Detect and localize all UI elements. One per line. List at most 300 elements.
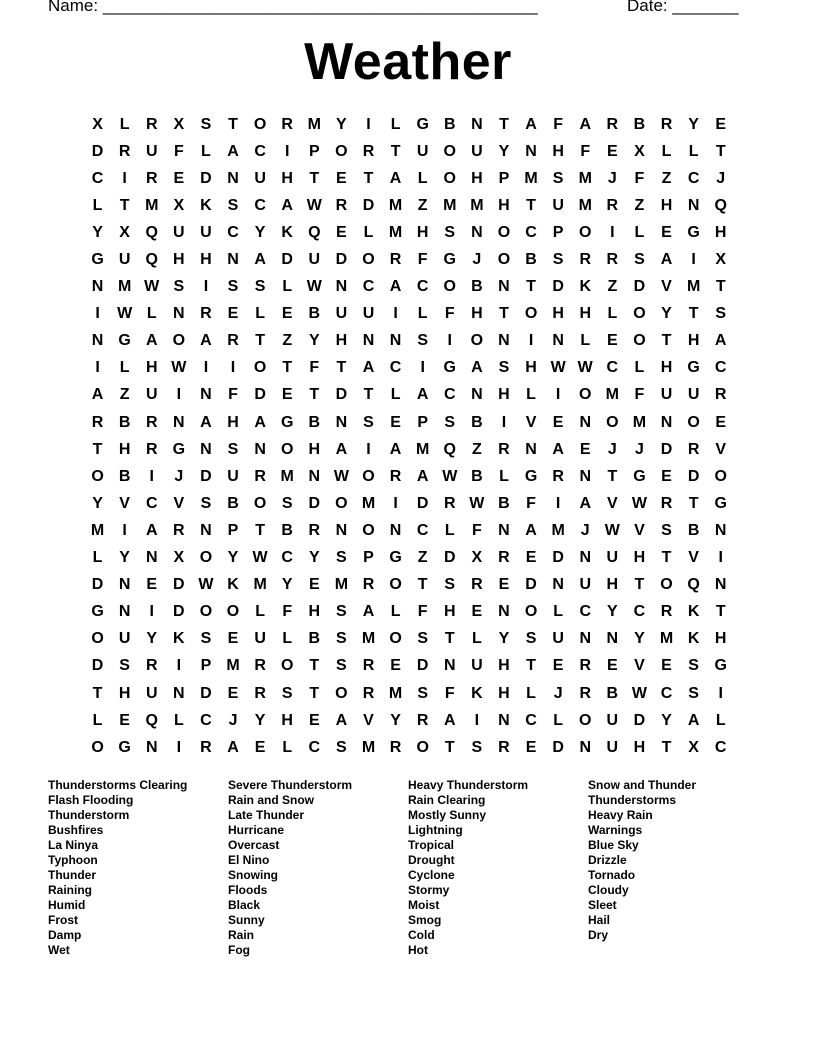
grid-letter[interactable]: V	[119, 494, 130, 512]
grid-letter[interactable]: T	[228, 115, 238, 133]
grid-letter[interactable]: S	[227, 196, 239, 214]
grid-letter[interactable]: U	[471, 142, 483, 160]
grid-letter[interactable]: Z	[119, 386, 130, 404]
grid-letter[interactable]: W	[306, 278, 322, 296]
grid-letter[interactable]: K	[281, 223, 293, 241]
grid-letter[interactable]: S	[634, 251, 645, 269]
grid-letter[interactable]: G	[91, 603, 104, 621]
grid-letter[interactable]: V	[634, 521, 645, 539]
grid-letter[interactable]: A	[145, 332, 158, 350]
grid-letter[interactable]: A	[443, 711, 456, 729]
grid-letter[interactable]: L	[499, 467, 509, 485]
grid-letter[interactable]: L	[553, 711, 564, 729]
grid-letter[interactable]: B	[281, 521, 293, 539]
grid-letter[interactable]: C	[525, 711, 537, 729]
grid-letter[interactable]: R	[145, 440, 158, 458]
grid-letter[interactable]: E	[390, 413, 401, 431]
grid-letter[interactable]: U	[687, 386, 700, 404]
grid-letter[interactable]: F	[444, 684, 455, 702]
grid-letter[interactable]: N	[579, 630, 592, 648]
grid-letter[interactable]: E	[606, 657, 618, 675]
grid-letter[interactable]: R	[308, 521, 321, 539]
grid-letter[interactable]: Y	[498, 142, 510, 160]
grid-letter[interactable]: N	[173, 305, 185, 323]
grid-letter[interactable]: J	[553, 684, 563, 702]
grid-letter[interactable]: A	[714, 332, 727, 350]
grid-letter[interactable]: L	[580, 332, 591, 350]
grid-letter[interactable]: N	[498, 603, 510, 621]
grid-letter[interactable]: O	[714, 467, 727, 485]
grid-letter[interactable]: O	[335, 142, 348, 160]
grid-letter[interactable]: O	[280, 657, 294, 675]
grid-letter[interactable]: S	[444, 576, 456, 594]
grid-letter[interactable]: D	[91, 142, 104, 160]
grid-letter[interactable]: O	[91, 738, 104, 756]
grid-letter[interactable]: B	[525, 251, 537, 269]
grid-letter[interactable]: N	[335, 413, 348, 431]
grid-letter[interactable]: Y	[92, 494, 103, 512]
grid-letter[interactable]: B	[308, 413, 321, 431]
grid-letter[interactable]: O	[606, 413, 619, 431]
grid-letter[interactable]: N	[660, 413, 673, 431]
grid-letter[interactable]: C	[687, 169, 700, 187]
grid-letter[interactable]: Y	[146, 630, 158, 648]
grid-letter[interactable]: S	[336, 630, 347, 648]
grid-letter[interactable]: G	[524, 467, 538, 485]
grid-letter[interactable]: V	[173, 494, 185, 512]
grid-letter[interactable]: D	[91, 657, 104, 675]
grid-letter[interactable]: I	[203, 359, 209, 377]
grid-letter[interactable]: H	[498, 657, 510, 675]
grid-letter[interactable]: N	[145, 738, 158, 756]
grid-letter[interactable]: T	[309, 657, 320, 675]
grid-letter[interactable]: N	[308, 467, 321, 485]
grid-letter[interactable]: H	[714, 223, 727, 241]
grid-letter[interactable]: T	[92, 684, 103, 702]
grid-letter[interactable]: U	[660, 386, 673, 404]
grid-letter[interactable]: B	[687, 521, 700, 539]
grid-letter[interactable]: U	[552, 630, 564, 648]
grid-letter[interactable]: W	[144, 278, 160, 296]
grid-letter[interactable]: A	[579, 115, 592, 133]
grid-letter[interactable]: R	[416, 711, 429, 729]
grid-letter[interactable]: N	[498, 332, 510, 350]
grid-letter[interactable]: R	[227, 332, 239, 350]
grid-letter[interactable]: R	[362, 576, 375, 594]
grid-letter[interactable]: O	[226, 603, 240, 621]
grid-letter[interactable]: E	[119, 711, 130, 729]
grid-letter[interactable]: H	[687, 332, 700, 350]
grid-letter[interactable]: X	[173, 196, 185, 214]
grid-letter[interactable]: E	[227, 630, 239, 648]
grid-letter[interactable]: R	[389, 738, 402, 756]
grid-letter[interactable]: I	[447, 332, 452, 350]
grid-letter[interactable]: S	[444, 223, 456, 241]
grid-letter[interactable]: E	[254, 738, 266, 756]
grid-letter[interactable]: O	[172, 332, 186, 350]
grid-letter[interactable]: N	[443, 657, 456, 675]
grid-letter[interactable]: O	[443, 278, 456, 296]
grid-letter[interactable]: N	[335, 521, 348, 539]
grid-letter[interactable]: F	[634, 386, 645, 404]
grid-letter[interactable]: R	[579, 684, 592, 702]
grid-letter[interactable]: R	[660, 603, 673, 621]
grid-letter[interactable]: S	[254, 278, 266, 296]
grid-letter[interactable]: O	[443, 169, 456, 187]
grid-letter[interactable]: L	[119, 115, 130, 133]
grid-letter[interactable]: K	[687, 603, 700, 621]
grid-letter[interactable]: T	[661, 549, 672, 567]
grid-letter[interactable]: H	[308, 603, 321, 621]
grid-letter[interactable]: B	[443, 115, 456, 133]
grid-letter[interactable]: A	[254, 251, 266, 269]
grid-letter[interactable]: V	[606, 494, 618, 512]
grid-letter[interactable]: N	[173, 684, 185, 702]
grid-letter[interactable]: M	[632, 413, 647, 431]
grid-letter[interactable]: G	[687, 359, 700, 377]
grid-letter[interactable]: L	[634, 359, 645, 377]
grid-letter[interactable]: B	[227, 494, 239, 512]
grid-letter[interactable]: H	[335, 332, 348, 350]
grid-letter[interactable]: X	[92, 115, 103, 133]
grid-letter[interactable]: N	[227, 251, 239, 269]
grid-letter[interactable]: O	[389, 576, 402, 594]
grid-letter[interactable]: B	[118, 467, 131, 485]
grid-letter[interactable]: K	[471, 684, 483, 702]
grid-letter[interactable]: F	[417, 603, 428, 621]
grid-letter[interactable]: S	[173, 278, 185, 296]
grid-letter[interactable]: H	[498, 684, 510, 702]
grid-letter[interactable]: F	[580, 142, 591, 160]
grid-letter[interactable]: N	[525, 440, 537, 458]
grid-letter[interactable]: I	[95, 359, 100, 377]
grid-letter[interactable]: R	[362, 684, 375, 702]
grid-letter[interactable]: R	[471, 576, 483, 594]
grid-letter[interactable]: D	[173, 603, 185, 621]
grid-letter[interactable]: O	[199, 603, 213, 621]
grid-letter[interactable]: V	[661, 278, 672, 296]
grid-letter[interactable]: L	[282, 278, 293, 296]
grid-letter[interactable]: M	[388, 223, 403, 241]
grid-letter[interactable]: W	[577, 359, 593, 377]
grid-letter[interactable]: N	[471, 115, 483, 133]
grid-letter[interactable]: T	[309, 684, 320, 702]
grid-letter[interactable]: C	[145, 494, 158, 512]
grid-letter[interactable]: S	[281, 684, 293, 702]
grid-letter[interactable]: N	[118, 603, 131, 621]
grid-letter[interactable]: L	[146, 305, 157, 323]
grid-letter[interactable]: D	[254, 386, 266, 404]
grid-letter[interactable]: R	[498, 549, 510, 567]
grid-letter[interactable]: M	[686, 278, 701, 296]
grid-letter[interactable]: Q	[714, 196, 727, 214]
grid-letter[interactable]: O	[660, 576, 673, 594]
grid-letter[interactable]: C	[714, 738, 727, 756]
grid-letter[interactable]: E	[661, 657, 672, 675]
grid-letter[interactable]: L	[715, 711, 726, 729]
grid-letter[interactable]: N	[254, 440, 266, 458]
grid-letter[interactable]: E	[336, 169, 347, 187]
grid-letter[interactable]: O	[497, 223, 511, 241]
grid-letter[interactable]: L	[255, 305, 265, 323]
grid-letter[interactable]: A	[471, 359, 483, 377]
grid-letter[interactable]: D	[633, 711, 646, 729]
grid-letter[interactable]: I	[555, 494, 561, 512]
grid-letter[interactable]: M	[117, 278, 132, 296]
grid-letter[interactable]: H	[145, 359, 158, 377]
grid-letter[interactable]: A	[416, 386, 429, 404]
grid-letter[interactable]: H	[443, 603, 456, 621]
grid-letter[interactable]: I	[555, 386, 561, 404]
grid-letter[interactable]: R	[145, 169, 158, 187]
grid-letter[interactable]: E	[227, 684, 239, 702]
grid-letter[interactable]: O	[335, 684, 348, 702]
grid-letter[interactable]: L	[607, 305, 618, 323]
grid-letter[interactable]: C	[227, 223, 239, 241]
grid-letter[interactable]: O	[362, 251, 375, 269]
grid-letter[interactable]: I	[501, 413, 507, 431]
grid-letter[interactable]: A	[200, 413, 212, 431]
grid-letter[interactable]: E	[390, 657, 401, 675]
grid-letter[interactable]: L	[390, 603, 401, 621]
grid-letter[interactable]: N	[335, 278, 348, 296]
grid-letter[interactable]: U	[145, 142, 158, 160]
grid-letter[interactable]: S	[471, 738, 483, 756]
grid-letter[interactable]: U	[579, 576, 592, 594]
grid-letter[interactable]: W	[631, 494, 647, 512]
grid-letter[interactable]: T	[499, 305, 509, 323]
grid-letter[interactable]: R	[714, 386, 727, 404]
grid-letter[interactable]: S	[552, 169, 564, 187]
grid-letter[interactable]: I	[149, 467, 154, 485]
grid-letter[interactable]: D	[660, 440, 673, 458]
grid-letter[interactable]: E	[661, 467, 672, 485]
grid-letter[interactable]: W	[117, 305, 133, 323]
grid-letter[interactable]: N	[389, 521, 402, 539]
grid-letter[interactable]: E	[308, 711, 320, 729]
grid-letter[interactable]: H	[416, 223, 429, 241]
grid-letter[interactable]: U	[335, 305, 348, 323]
grid-letter[interactable]: E	[661, 223, 672, 241]
grid-letter[interactable]: B	[471, 467, 483, 485]
grid-letter[interactable]: F	[553, 115, 564, 133]
grid-letter[interactable]: N	[389, 332, 402, 350]
grid-letter[interactable]: K	[173, 630, 185, 648]
grid-letter[interactable]: K	[227, 576, 239, 594]
grid-letter[interactable]: E	[606, 332, 618, 350]
grid-letter[interactable]: R	[606, 115, 619, 133]
grid-letter[interactable]: H	[308, 440, 321, 458]
grid-letter[interactable]: O	[633, 332, 646, 350]
grid-letter[interactable]: T	[390, 142, 401, 160]
grid-letter[interactable]: Z	[634, 196, 645, 214]
grid-letter[interactable]: U	[254, 630, 266, 648]
grid-letter[interactable]: T	[607, 467, 618, 485]
grid-letter[interactable]: O	[579, 223, 592, 241]
grid-letter[interactable]: E	[471, 603, 483, 621]
grid-letter[interactable]: J	[607, 440, 617, 458]
grid-letter[interactable]: A	[552, 440, 564, 458]
grid-letter[interactable]: S	[281, 494, 293, 512]
grid-letter[interactable]: G	[118, 332, 131, 350]
grid-letter[interactable]: W	[550, 359, 566, 377]
grid-letter[interactable]: M	[361, 494, 376, 512]
grid-letter[interactable]: T	[444, 738, 455, 756]
grid-letter[interactable]: T	[363, 169, 374, 187]
grid-letter[interactable]: H	[552, 305, 564, 323]
grid-letter[interactable]: D	[687, 467, 700, 485]
grid-letter[interactable]: J	[716, 169, 726, 187]
grid-letter[interactable]: A	[660, 251, 673, 269]
grid-letter[interactable]: N	[579, 467, 592, 485]
grid-letter[interactable]: B	[633, 115, 646, 133]
grid-letter[interactable]: U	[200, 223, 212, 241]
grid-letter[interactable]: S	[688, 657, 699, 675]
grid-letter[interactable]: E	[525, 549, 537, 567]
grid-letter[interactable]: M	[470, 196, 484, 214]
grid-letter[interactable]: C	[443, 386, 456, 404]
grid-letter[interactable]: O	[335, 494, 348, 512]
grid-letter[interactable]: L	[417, 169, 428, 187]
grid-letter[interactable]: I	[176, 386, 182, 404]
grid-letter[interactable]: R	[389, 251, 402, 269]
grid-letter[interactable]: A	[200, 332, 212, 350]
grid-letter[interactable]: E	[281, 305, 293, 323]
grid-letter[interactable]: T	[526, 657, 536, 675]
grid-letter[interactable]: S	[363, 413, 374, 431]
grid-letter[interactable]: B	[498, 494, 510, 512]
grid-letter[interactable]: Y	[661, 711, 672, 729]
grid-letter[interactable]: O	[633, 305, 646, 323]
grid-letter[interactable]: R	[606, 196, 619, 214]
grid-letter[interactable]: N	[227, 169, 239, 187]
grid-letter[interactable]: L	[471, 630, 482, 648]
grid-letter[interactable]: I	[284, 142, 290, 160]
grid-letter[interactable]: O	[362, 521, 375, 539]
grid-letter[interactable]: C	[606, 359, 619, 377]
grid-letter[interactable]: M	[145, 196, 159, 214]
grid-letter[interactable]: O	[443, 142, 456, 160]
grid-letter[interactable]: N	[91, 278, 104, 296]
grid-letter[interactable]: A	[145, 521, 158, 539]
grid-letter[interactable]: W	[604, 521, 620, 539]
grid-letter[interactable]: J	[580, 521, 590, 539]
grid-letter[interactable]: R	[200, 305, 212, 323]
grid-letter[interactable]: B	[308, 630, 321, 648]
grid-letter[interactable]: U	[118, 251, 131, 269]
grid-letter[interactable]: V	[363, 711, 374, 729]
grid-letter[interactable]: D	[200, 684, 212, 702]
grid-letter[interactable]: N	[498, 711, 510, 729]
grid-letter[interactable]: F	[444, 305, 455, 323]
grid-letter[interactable]: Y	[281, 576, 293, 594]
grid-letter[interactable]: T	[715, 278, 726, 296]
grid-letter[interactable]: E	[715, 115, 727, 133]
grid-letter[interactable]: O	[280, 440, 294, 458]
grid-letter[interactable]: A	[389, 278, 402, 296]
grid-letter[interactable]: Z	[417, 196, 428, 214]
grid-letter[interactable]: L	[390, 386, 401, 404]
grid-letter[interactable]: G	[389, 549, 402, 567]
grid-letter[interactable]: T	[526, 196, 536, 214]
grid-letter[interactable]: T	[92, 440, 103, 458]
grid-letter[interactable]: L	[526, 386, 536, 404]
grid-letter[interactable]: E	[715, 413, 727, 431]
grid-letter[interactable]: U	[606, 711, 619, 729]
grid-letter[interactable]: R	[254, 684, 266, 702]
grid-letter[interactable]: Y	[254, 223, 266, 241]
grid-letter[interactable]: S	[200, 630, 212, 648]
grid-letter[interactable]: D	[281, 251, 293, 269]
grid-letter[interactable]: R	[498, 440, 510, 458]
grid-letter[interactable]: U	[145, 684, 158, 702]
grid-letter[interactable]: L	[173, 711, 184, 729]
grid-letter[interactable]: O	[416, 738, 429, 756]
grid-letter[interactable]: S	[417, 630, 428, 648]
grid-letter[interactable]: M	[443, 196, 457, 214]
grid-letter[interactable]: I	[393, 305, 398, 323]
grid-letter[interactable]: I	[420, 359, 425, 377]
grid-letter[interactable]: V	[688, 549, 699, 567]
grid-letter[interactable]: T	[444, 630, 455, 648]
grid-letter[interactable]: R	[254, 657, 266, 675]
grid-letter[interactable]: S	[227, 278, 239, 296]
grid-letter[interactable]: W	[442, 467, 458, 485]
grid-letter[interactable]: C	[200, 711, 212, 729]
grid-letter[interactable]: S	[227, 440, 239, 458]
grid-letter[interactable]: Q	[443, 440, 456, 458]
grid-letter[interactable]: M	[578, 169, 592, 187]
grid-letter[interactable]: A	[281, 196, 293, 214]
grid-letter[interactable]: M	[361, 630, 376, 648]
grid-letter[interactable]: F	[417, 251, 428, 269]
grid-letter[interactable]: N	[118, 576, 131, 594]
grid-letter[interactable]: N	[200, 440, 212, 458]
grid-letter[interactable]: O	[497, 251, 511, 269]
grid-letter[interactable]: M	[388, 196, 403, 214]
grid-letter[interactable]: A	[389, 169, 402, 187]
grid-letter[interactable]: Y	[92, 223, 103, 241]
grid-letter[interactable]: Z	[417, 549, 428, 567]
grid-letter[interactable]: S	[336, 738, 347, 756]
grid-letter[interactable]: C	[633, 603, 646, 621]
grid-letter[interactable]: R	[443, 494, 456, 512]
grid-letter[interactable]: U	[254, 169, 266, 187]
grid-letter[interactable]: W	[306, 196, 322, 214]
grid-letter[interactable]: O	[524, 305, 538, 323]
grid-letter[interactable]: O	[362, 467, 375, 485]
grid-letter[interactable]: I	[122, 169, 127, 187]
grid-letter[interactable]: B	[308, 305, 321, 323]
grid-letter[interactable]: R	[362, 657, 375, 675]
grid-letter[interactable]: S	[336, 657, 347, 675]
grid-letter[interactable]: G	[443, 359, 456, 377]
grid-letter[interactable]: J	[472, 251, 482, 269]
grid-letter[interactable]: D	[362, 196, 375, 214]
grid-letter[interactable]: C	[254, 196, 266, 214]
grid-letter[interactable]: N	[714, 576, 727, 594]
grid-letter[interactable]: L	[201, 142, 211, 160]
grid-letter[interactable]: L	[282, 738, 293, 756]
grid-letter[interactable]: Y	[119, 549, 130, 567]
grid-letter[interactable]: M	[361, 738, 376, 756]
grid-letter[interactable]: O	[91, 467, 104, 485]
grid-letter[interactable]: R	[173, 521, 185, 539]
grid-letter[interactable]: U	[606, 738, 619, 756]
grid-letter[interactable]: R	[389, 467, 402, 485]
grid-letter[interactable]: L	[119, 359, 130, 377]
grid-letter[interactable]: N	[687, 196, 700, 214]
